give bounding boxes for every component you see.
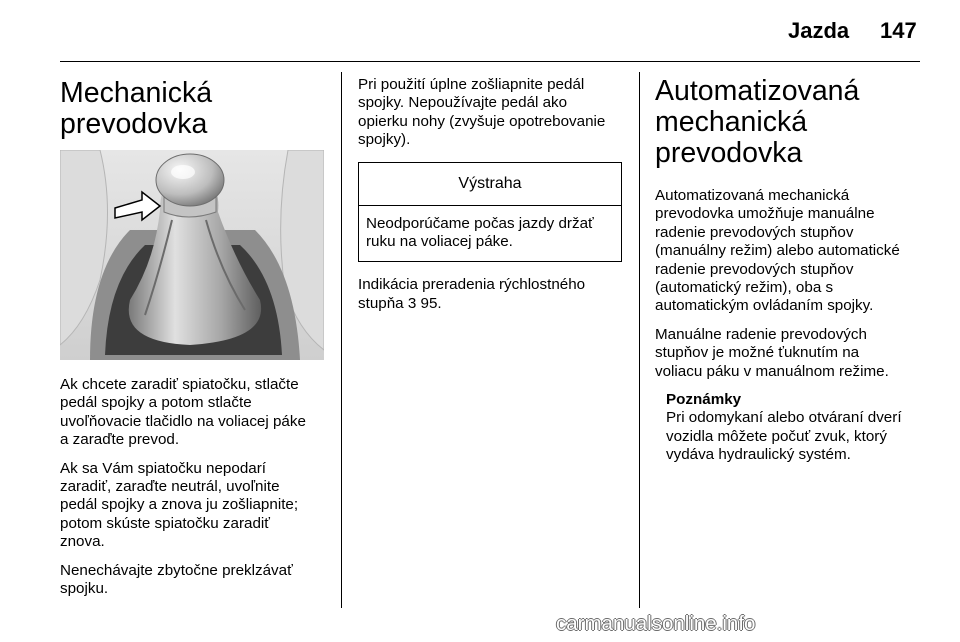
warning-box [358, 162, 622, 263]
warning-text: Neodporúčame počas jazdy držať ruku na voliacej páke. [366, 214, 594, 251]
note-block [666, 391, 930, 465]
note-title: Poznámky [666, 391, 742, 409]
watermark: carmanualsonline.info [556, 612, 756, 635]
left-column [60, 78, 328, 140]
left-column-text [60, 376, 330, 608]
right-column [655, 76, 930, 465]
gear-shift-lever-illustration [60, 150, 324, 360]
paragraph-automated-description: Automatizovaná mechanická prevodovka umožňuje manuálne radenie prevodových stupňov (manuálny režim) alebo automatické radenie prevodových stupňov (automatický režim), oba s automatickým ovládaním spojky. [655, 187, 900, 315]
note-text: Pri odomykaní alebo otváraní dverí vozidla môžete počuť zvuk, ktorý vydáva hydraulický systém. [666, 409, 902, 464]
column-divider-right [639, 72, 640, 608]
paragraph-clutch-pedal: Pri použití úplne zošliapnite pedál spojky. Nepoužívajte pedál ako opierku nohy (zvyšuje opotrebovanie spojky). [358, 76, 606, 149]
paragraph-clutch-slip: Nenechávajte zbytočne preklzávať spojku. [60, 561, 293, 598]
page-reference-link[interactable]: 95. [420, 294, 442, 312]
paragraph-manual-mode: Manuálne radenie prevodových stupňov je možné ťuknutím na voliacu páku v manuálnom režime. [655, 325, 889, 380]
arrow-reference-icon: 3 [407, 294, 417, 312]
paragraph-reverse-retry: Ak sa Vám spiatočku nepodarí zaradiť, zaraďte neutrál, uvoľnite pedál spojky a znova ju zošliapnite; potom skúste spiatočku zaradiť znova. [60, 459, 299, 551]
section-heading-manual-transmission: Mechanická prevodovka [60, 77, 213, 140]
column-divider-left [341, 72, 342, 608]
paragraph-shift-indicator [358, 276, 626, 313]
middle-column [358, 76, 626, 323]
paragraph-reverse-gear: Ak chcete zaradiť spiatočku, stlačte pedál spojky a potom stlačte uvoľňovacie tlačidlo na voliacej páke a zaraďte prevod. [60, 376, 306, 449]
gear-lever-figure [60, 150, 324, 360]
warning-title: Výstraha [359, 163, 621, 206]
section-name: Jazda [788, 18, 850, 43]
header-divider [60, 61, 920, 62]
page-number: 147 [880, 18, 917, 43]
section-heading-automated-transmission: Automatizovaná mechanická prevodovka [655, 75, 860, 169]
shift-indicator-text: Indikácia preradenia rýchlostného stupňa [358, 276, 586, 312]
